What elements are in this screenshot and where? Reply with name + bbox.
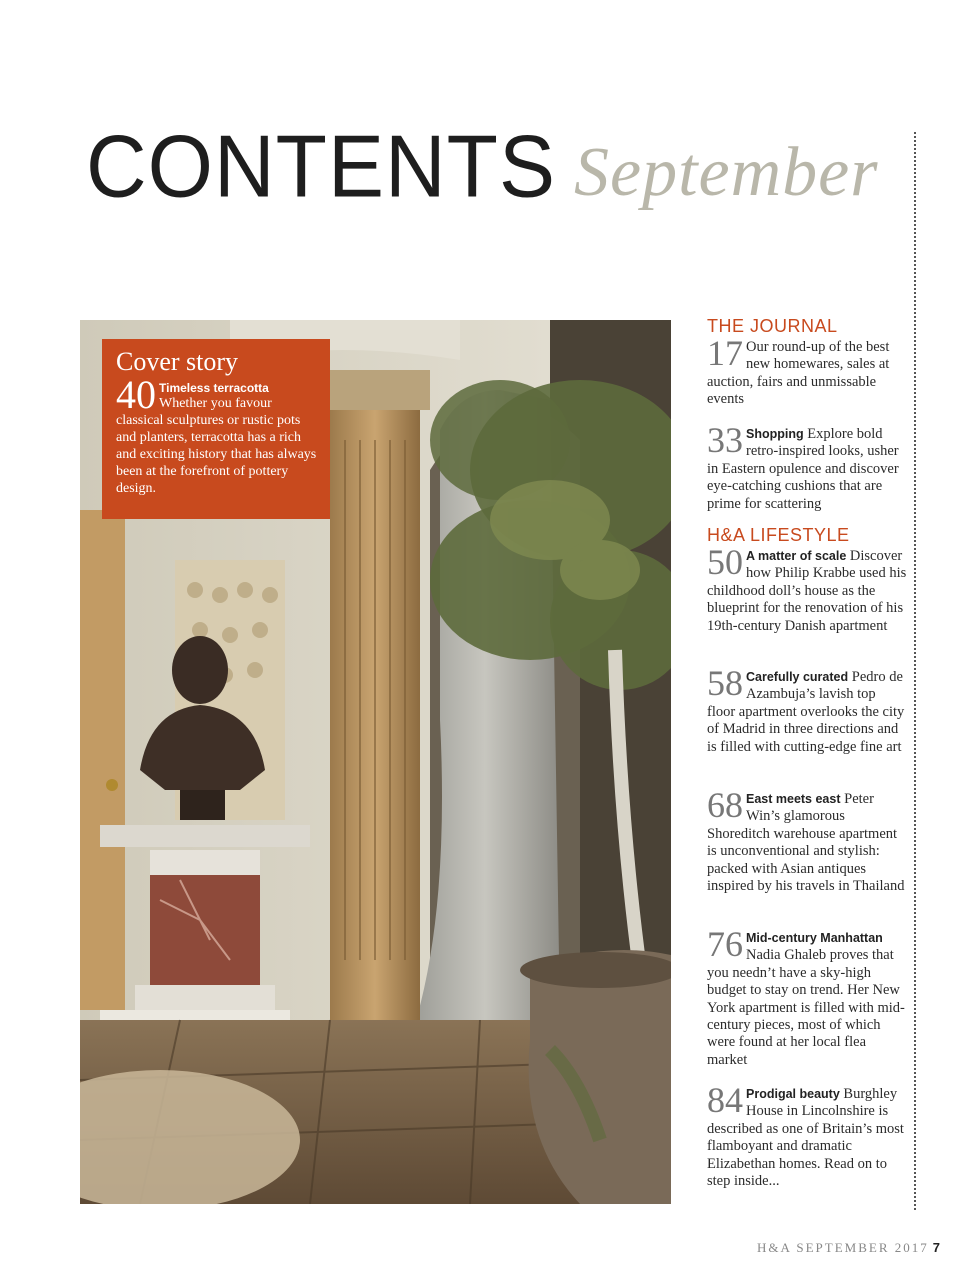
feature-title: Timeless terracotta bbox=[159, 381, 269, 395]
entry-text: Burghley House in Lincolnshire is described as one of Britain’s most flamboyant and dramatic Elizabethan homes. Read on to step inside... bbox=[707, 1086, 904, 1190]
toc-entry[interactable] bbox=[707, 420, 907, 513]
toc-entry[interactable] bbox=[707, 663, 907, 756]
page-number: 40 bbox=[116, 372, 156, 417]
month-heading: September bbox=[574, 134, 879, 211]
page-footer bbox=[757, 1240, 940, 1256]
entry-text: Nadia Ghaleb proves that you needn’t have a sky-high budget to stay on trend. Her New York apartment is filled with mid-century pieces, most of which were found at her local flea market bbox=[707, 947, 905, 1068]
page-title bbox=[86, 118, 878, 215]
entry-title: East meets east bbox=[746, 792, 841, 806]
entry-text: Pedro de Azambuja’s lavish top floor apartment overlooks the city of Madrid in three directions and is filled with cutting-edge fine art bbox=[707, 669, 905, 755]
entry-title: Prodigal beauty bbox=[746, 1087, 840, 1101]
toc-entry[interactable] bbox=[707, 1080, 907, 1190]
toc-entry[interactable] bbox=[707, 924, 907, 1069]
page-number: 50 bbox=[707, 542, 743, 582]
toc-entry[interactable] bbox=[707, 333, 907, 409]
entry-title: Carefully curated bbox=[746, 670, 849, 684]
section-heading-lifestyle: H&A LIFESTYLE bbox=[707, 525, 850, 545]
cover-story-box bbox=[102, 339, 330, 519]
entry-text: Our round-up of the best new homewares, sales at auction, fairs and unmissable events bbox=[707, 339, 890, 408]
feature-text: Whether you favour classical sculptures or rustic pots and planters, terracotta has a rich and exciting history that has always been at the forefront of pottery design. bbox=[116, 396, 317, 496]
entry-title: Mid-century Manhattan bbox=[746, 931, 883, 945]
entry-text: Discover how Philip Krabbe used his childhood doll’s house as the blueprint for the renovation of his 19th-century Danish apartment bbox=[707, 548, 907, 634]
entry-title: A matter of scale bbox=[746, 549, 847, 563]
footer-text: H&A SEPTEMBER 2017 bbox=[756, 1240, 929, 1255]
cover-story-heading: Cover story bbox=[116, 347, 239, 376]
entry-title: Shopping bbox=[746, 427, 804, 441]
toc-entry[interactable] bbox=[707, 542, 907, 635]
page-number: 17 bbox=[707, 333, 743, 373]
section-heading-journal: THE JOURNAL bbox=[707, 316, 838, 336]
cover-story-entry[interactable] bbox=[116, 372, 318, 497]
page-number: 68 bbox=[707, 785, 743, 825]
page-number: 33 bbox=[707, 420, 743, 460]
page-number: 76 bbox=[707, 924, 743, 964]
folio-number: 7 bbox=[932, 1240, 940, 1255]
contents-heading: CONTENTS bbox=[86, 116, 556, 216]
page-number: 58 bbox=[707, 663, 743, 703]
toc-entry[interactable] bbox=[707, 785, 907, 895]
entry-text: Peter Win’s glamorous Shoreditch warehouse apartment is unconventional and stylish: packed with Asian antiques inspired by his travels in Thailand bbox=[707, 791, 905, 895]
dotted-divider bbox=[914, 132, 916, 1210]
entry-text: Explore bold retro-inspired looks, usher in Eastern opulence and discover eye-catching cushions that are prime for scattering bbox=[707, 426, 899, 512]
page-number: 84 bbox=[707, 1080, 743, 1120]
